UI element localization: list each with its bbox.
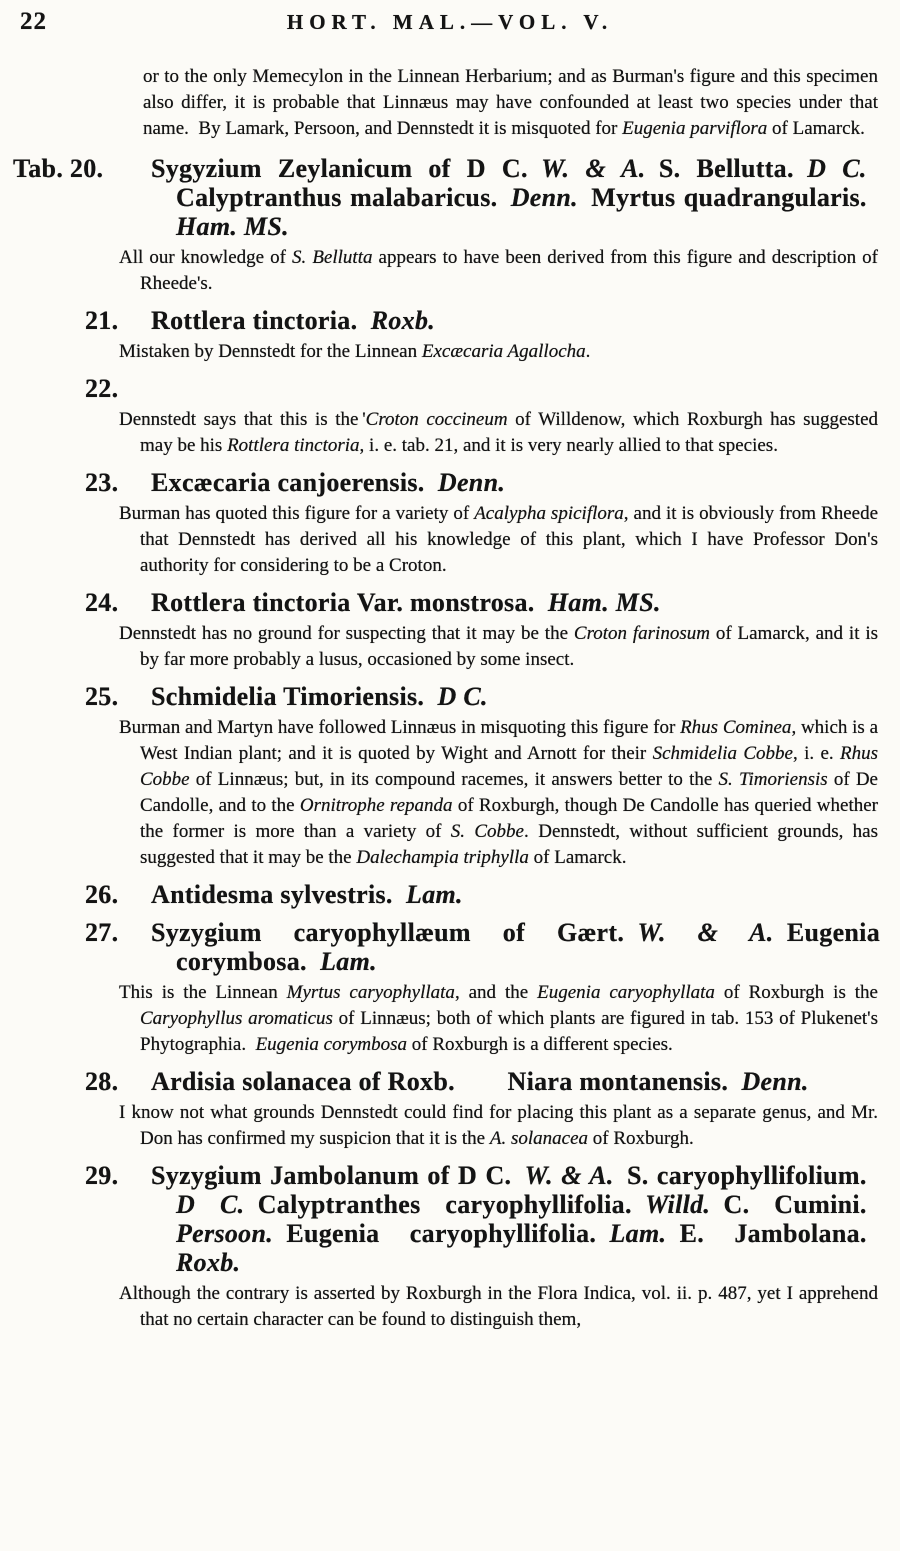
- text-segment: Mistaken by Dennstedt for the Linnean: [119, 341, 422, 362]
- text-segment: Eugenia parviflora: [622, 118, 768, 139]
- text-segment: Schmidelia Cobbe: [652, 743, 793, 764]
- text-segment: Burman has quoted this figure for a variety of: [119, 503, 475, 524]
- text-segment: , i. e. tab. 21, and it is very nearly allied to that species.: [359, 435, 778, 456]
- text-segment: S. caryophyllifolium.: [613, 1161, 880, 1190]
- text-segment: S. Timoriensis: [718, 769, 828, 790]
- text-segment: Ornitrophe repanda: [299, 795, 453, 816]
- text-segment: S. Cobbe: [450, 821, 524, 842]
- entry-number: Tab. 20.: [13, 154, 104, 183]
- text-segment: .: [585, 341, 591, 362]
- text-segment: Denn.: [741, 1067, 809, 1096]
- intro-paragraph: [143, 64, 878, 142]
- entry-note: [119, 407, 878, 459]
- entry-number: 29.: [85, 1161, 119, 1190]
- page-number: 22: [20, 8, 47, 35]
- entry-heading: [85, 306, 880, 335]
- text-segment: Rhus Cominea: [680, 717, 792, 738]
- entry-heading: [85, 918, 881, 976]
- text-segment: Dalechampia triphylla: [356, 847, 529, 868]
- entry-number: 25.: [85, 682, 119, 711]
- running-title: HORT. MAL.—VOL. V.: [286, 10, 614, 34]
- entry-heading: [85, 682, 880, 711]
- text-segment: Eugenia caryophyllata: [537, 982, 715, 1003]
- text-segment: D C.: [807, 154, 867, 183]
- entry-note: [119, 501, 879, 579]
- text-segment: Eugenia corymbosa.: [176, 918, 881, 976]
- entry-number: 28.: [85, 1067, 119, 1096]
- text-segment: Willd.: [645, 1190, 711, 1219]
- text-segment: of Lamarck.: [528, 847, 627, 868]
- text-segment: E. Jambolana.: [666, 1219, 880, 1248]
- text-segment: A. solanacea: [489, 1128, 589, 1149]
- entry-heading: [85, 588, 880, 617]
- text-segment: W. & A.: [637, 918, 774, 947]
- text-segment: Caryophyllus aromaticus: [140, 1008, 333, 1029]
- text-segment: Lam.: [320, 947, 377, 976]
- text-segment: C. Cumini.: [710, 1190, 880, 1219]
- text-segment: Roxb.: [176, 1248, 241, 1277]
- text-segment: appears to have been derived from this figure and description of Rheede's.: [140, 247, 878, 294]
- text-segment: I know not what grounds Dennstedt could find for placing this plant as a separate genus, and Mr. Don has confirmed my suspicion that it is the: [119, 1102, 878, 1149]
- text-segment: Syzygium Jambolanum of D C.: [151, 1161, 525, 1190]
- text-segment: Ardisia solanacea of Roxb. Niara montanensis.: [151, 1067, 742, 1096]
- entry-heading: [13, 154, 881, 241]
- text-segment: Rottlera tinctoria Var. monstrosa.: [151, 588, 548, 617]
- text-segment: W. & A.: [524, 1161, 614, 1190]
- text-segment: , which is a West Indian plant; and it is quoted by Wight and Arnott for their: [140, 717, 879, 764]
- text-segment: Denn.: [510, 183, 578, 212]
- text-segment: S. Bellutta: [292, 247, 373, 268]
- text-segment: of Roxburgh.: [588, 1128, 694, 1149]
- entry-number: 23.: [85, 468, 119, 497]
- text-segment: of Linnæus; but, in its compound racemes, it answers better to the: [189, 769, 719, 790]
- text-segment: Although the contrary is asserted by Roxburgh in the Flora Indica, vol. ii. p. 487, yet I apprehend that no certain character can be found to distinguish them,: [119, 1283, 878, 1330]
- text-segment: Calyptranthes caryophyllifolia.: [244, 1190, 646, 1219]
- text-segment: , and it is obviously from Rheede that Dennstedt has derived all his knowledge of this plant, which I have Professor Don's authority for considering to be a Croton.: [140, 503, 879, 576]
- entry-title: [151, 1067, 809, 1096]
- text-segment: All our knowledge of: [119, 247, 293, 268]
- text-segment: Sygyzium Zeylanicum of D C.: [151, 154, 542, 183]
- text-segment: S. Bellutta.: [645, 154, 808, 183]
- text-segment: Excæcaria Agallocha: [421, 341, 586, 362]
- text-segment: of Lamarck, and it is by far more probably a lusus, occasioned by some insect.: [140, 623, 878, 670]
- text-segment: Rottlera tinctoria.: [151, 306, 371, 335]
- text-segment: , and the: [454, 982, 538, 1003]
- entry-heading: [85, 468, 880, 497]
- entry-number: 26.: [85, 880, 119, 909]
- text-segment: D C.: [176, 1190, 245, 1219]
- text-segment: Ham. MS.: [176, 212, 289, 241]
- entry-note: [119, 621, 878, 673]
- entry-title: [151, 306, 435, 335]
- text-segment: of Lamarck.: [767, 118, 865, 139]
- entry-number: 22.: [85, 374, 119, 403]
- entry-number: 27.: [85, 918, 119, 947]
- text-segment: Dennstedt says that this is the ': [119, 409, 366, 430]
- text-segment: of De Candolle, and to the: [140, 769, 878, 816]
- text-segment: Burman and Martyn have followed Linnæus in misquoting this figure for: [119, 717, 681, 738]
- text-segment: Lam.: [406, 880, 463, 909]
- entry-heading: [85, 374, 880, 403]
- text-segment: Croton farinosum: [573, 623, 710, 644]
- text-segment: Myrtus caryophyllata: [286, 982, 455, 1003]
- text-segment: Persoon.: [176, 1219, 274, 1248]
- entry-note: [119, 715, 879, 871]
- entry-title: [151, 468, 505, 497]
- text-segment: Myrtus quadrangularis.: [577, 183, 881, 212]
- text-segment: Acalypha spiciflora: [474, 503, 624, 524]
- text-segment: of Roxburgh is a different species.: [407, 1034, 673, 1055]
- entry-note: [119, 339, 878, 365]
- text-segment: D C.: [437, 682, 488, 711]
- text-segment: of Linnæus; both of which plants are figured in tab. 153 of Plukenet's Phytographia.: [140, 1008, 878, 1055]
- entry-note: [119, 245, 878, 297]
- entry-title: [151, 154, 880, 241]
- entry-heading: [85, 1161, 880, 1277]
- entry-note: [119, 980, 878, 1058]
- text-segment: , i. e.: [792, 743, 840, 764]
- text-segment: or to the only Memecylon in the Linnean Herbarium; and as Burman's figure and this specimen also differ, it is probable that Linnæus may have confounded at least two species under that name. By Lamark, Persoon, and Dennstedt it is misquoted for: [143, 66, 878, 139]
- entry-note: [119, 1281, 878, 1333]
- entry-number: 21.: [85, 306, 119, 335]
- text-segment: Croton coccineum: [365, 409, 508, 430]
- text-segment: Excæcaria canjoerensis.: [151, 468, 438, 497]
- entry-title: [151, 682, 488, 711]
- text-segment: of Roxburgh, though De Candolle has queried whether the former is more than a variety of: [140, 795, 878, 842]
- text-segment: . Dennstedt, without sufficient grounds, has suggested that it may be the: [140, 821, 878, 868]
- text-segment: Rottlera tinctoria: [227, 435, 360, 456]
- text-segment: of Roxburgh is the: [714, 982, 878, 1003]
- text-segment: W. & A.: [541, 154, 646, 183]
- text-segment: Antidesma sylvestris.: [151, 880, 407, 909]
- text-segment: Denn.: [437, 468, 506, 497]
- text-segment: Ham. MS.: [547, 588, 661, 617]
- text-segment: This is the Linnean: [119, 982, 287, 1003]
- entry-title: [151, 588, 661, 617]
- text-segment: Rhus Cobbe: [140, 743, 878, 790]
- entry-note: [119, 1100, 878, 1152]
- text-segment: Roxb.: [370, 306, 436, 335]
- text-segment: Dennstedt has no ground for suspecting that it may be the: [119, 623, 574, 644]
- text-segment: Syzygium caryophyllæum of Gært.: [151, 918, 638, 947]
- entry-title: [151, 880, 463, 909]
- page-header: [0, 6, 900, 40]
- entry-title: [151, 1161, 880, 1277]
- entries-list: [0, 154, 900, 1333]
- entry-title: [151, 918, 880, 976]
- text-segment: Eugenia corymbosa: [255, 1034, 408, 1055]
- entry-heading: [85, 1067, 880, 1096]
- text-segment: Calyptranthus malabaricus.: [176, 154, 881, 212]
- entry-heading: [85, 880, 880, 909]
- entry-number: 24.: [85, 588, 119, 617]
- text-segment: of Willdenow, which Roxburgh has suggested may be his: [140, 409, 878, 456]
- text-segment: Lam.: [609, 1219, 667, 1248]
- text-segment: Schmidelia Timoriensis.: [151, 682, 438, 711]
- text-segment: Eugenia caryophyllifolia.: [273, 1219, 610, 1248]
